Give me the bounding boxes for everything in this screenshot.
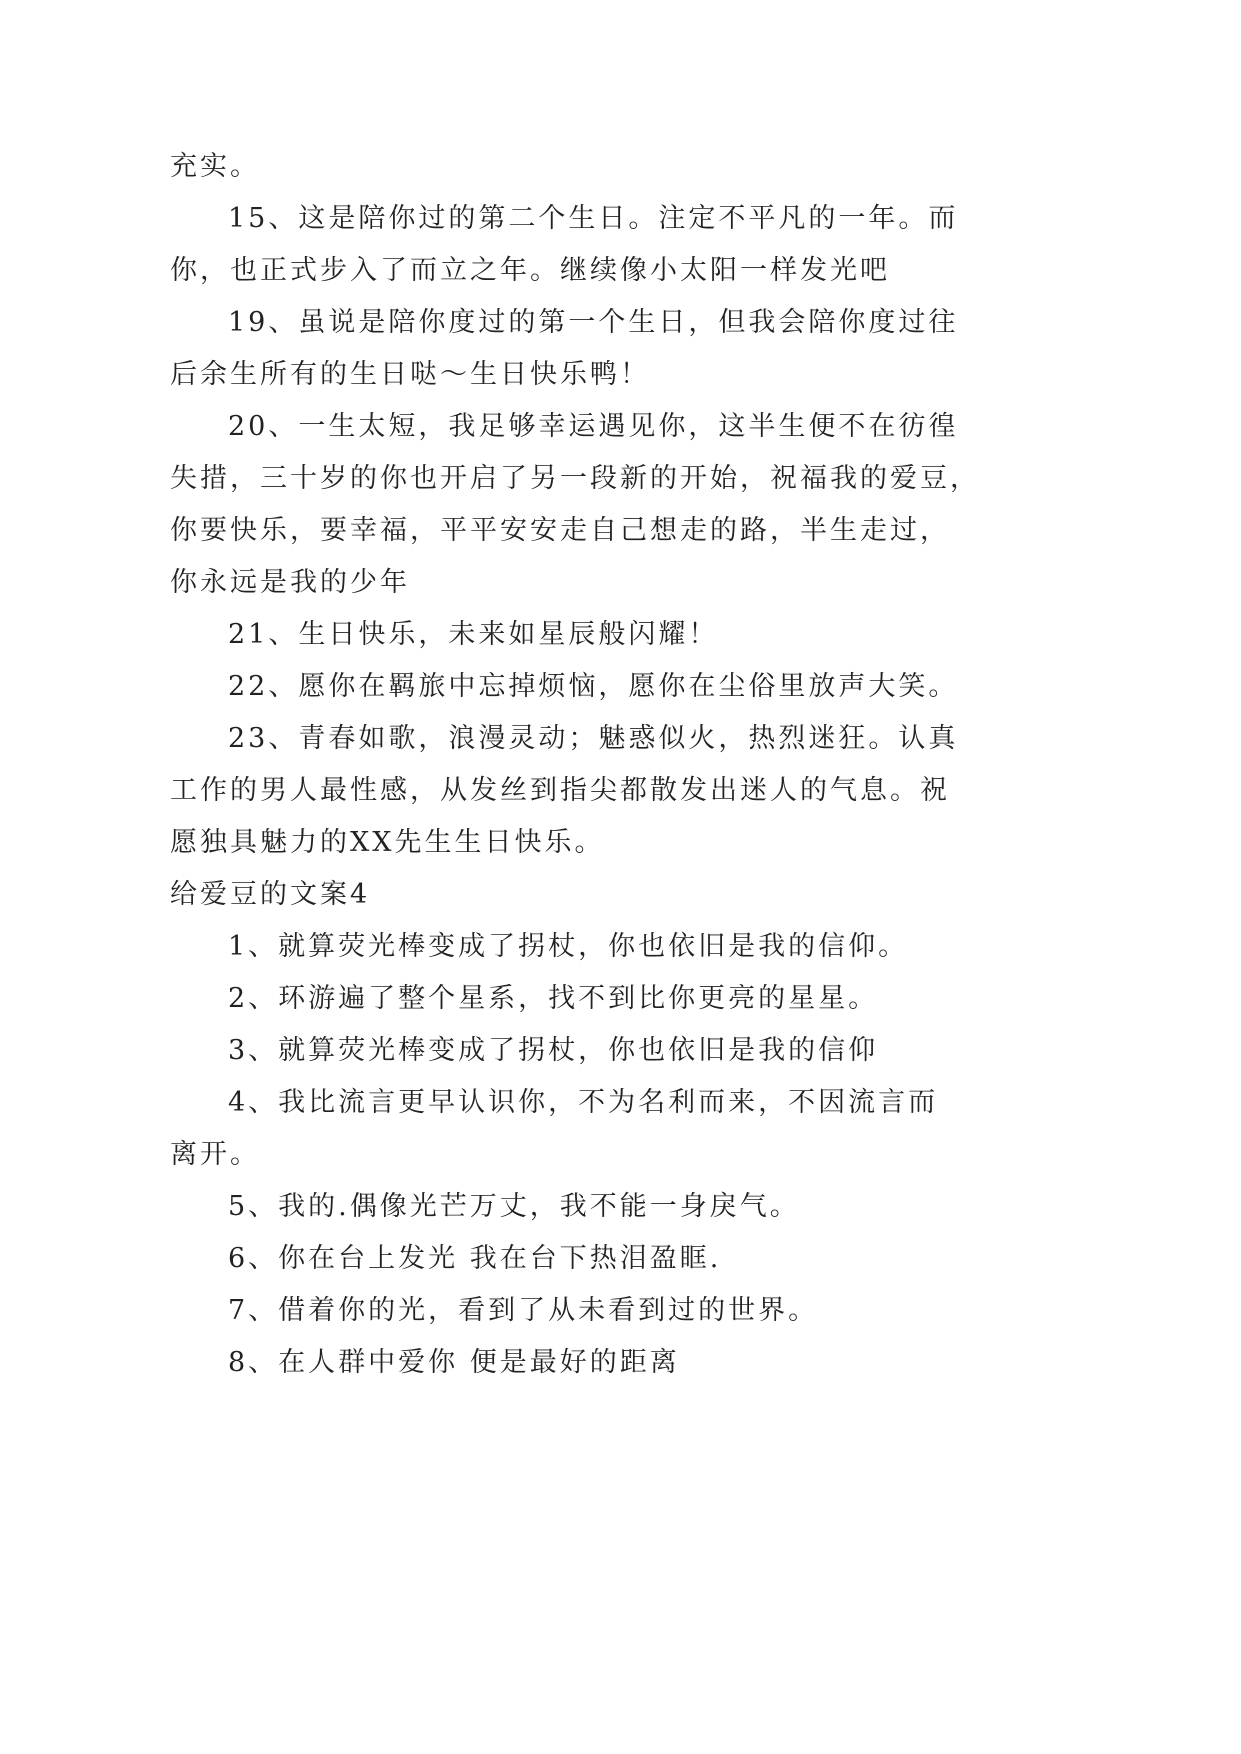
list-item: 6、你在台上发光 我在台下热泪盈眶. [228,1243,722,1274]
list-item: 19、虽说是陪你度过的第一个生日，但我会陪你度过往 [228,307,959,338]
list-item: 1、就算荧光棒变成了拐杖，你也依旧是我的信仰。 [228,931,909,962]
list-item: 23、青春如歌，浪漫灵动；魅惑似火，热烈迷狂。认真 [228,723,959,754]
list-item: 3、就算荧光棒变成了拐杖，你也依旧是我的信仰 [228,1035,879,1066]
text-line: 你，也正式步入了而立之年。继续像小太阳一样发光吧 [170,255,890,286]
list-item: 20、一生太短，我足够幸运遇见你，这半生便不在彷徨 [228,411,959,442]
text-line: 你要快乐，要幸福，平平安安走自己想走的路，半生走过， [170,515,950,546]
list-item: 7、借着你的光，看到了从未看到过的世界。 [228,1295,819,1326]
text-line: 失措，三十岁的你也开启了另一段新的开始，祝福我的爱豆， [170,463,980,494]
list-item: 8、在人群中爱你 便是最好的距离 [228,1347,680,1378]
text-line: 工作的男人最性感，从发丝到指尖都散发出迷人的气息。祝 [170,775,950,806]
text-line: 你永远是我的少年 [170,567,410,598]
text-line: 愿独具魅力的XX先生生日快乐。 [170,827,605,858]
list-item: 15、这是陪你过的第二个生日。注定不平凡的一年。而 [228,203,959,234]
list-item: 4、我比流言更早认识你，不为名利而来，不因流言而 [228,1087,939,1118]
list-item: 22、愿你在羁旅中忘掉烦恼，愿你在尘俗里放声大笑。 [228,671,959,702]
list-item: 21、生日快乐，未来如星辰般闪耀！ [228,619,719,650]
list-item: 2、环游遍了整个星系，找不到比你更亮的星星。 [228,983,879,1014]
text-line: 离开。 [170,1139,260,1170]
list-item: 5、我的.偶像光芒万丈，我不能一身戾气。 [228,1191,800,1222]
section-heading: 给爱豆的文案4 [170,879,371,910]
text-line: 后余生所有的生日哒～生日快乐鸭！ [170,359,650,390]
text-line: 充实。 [170,151,260,182]
